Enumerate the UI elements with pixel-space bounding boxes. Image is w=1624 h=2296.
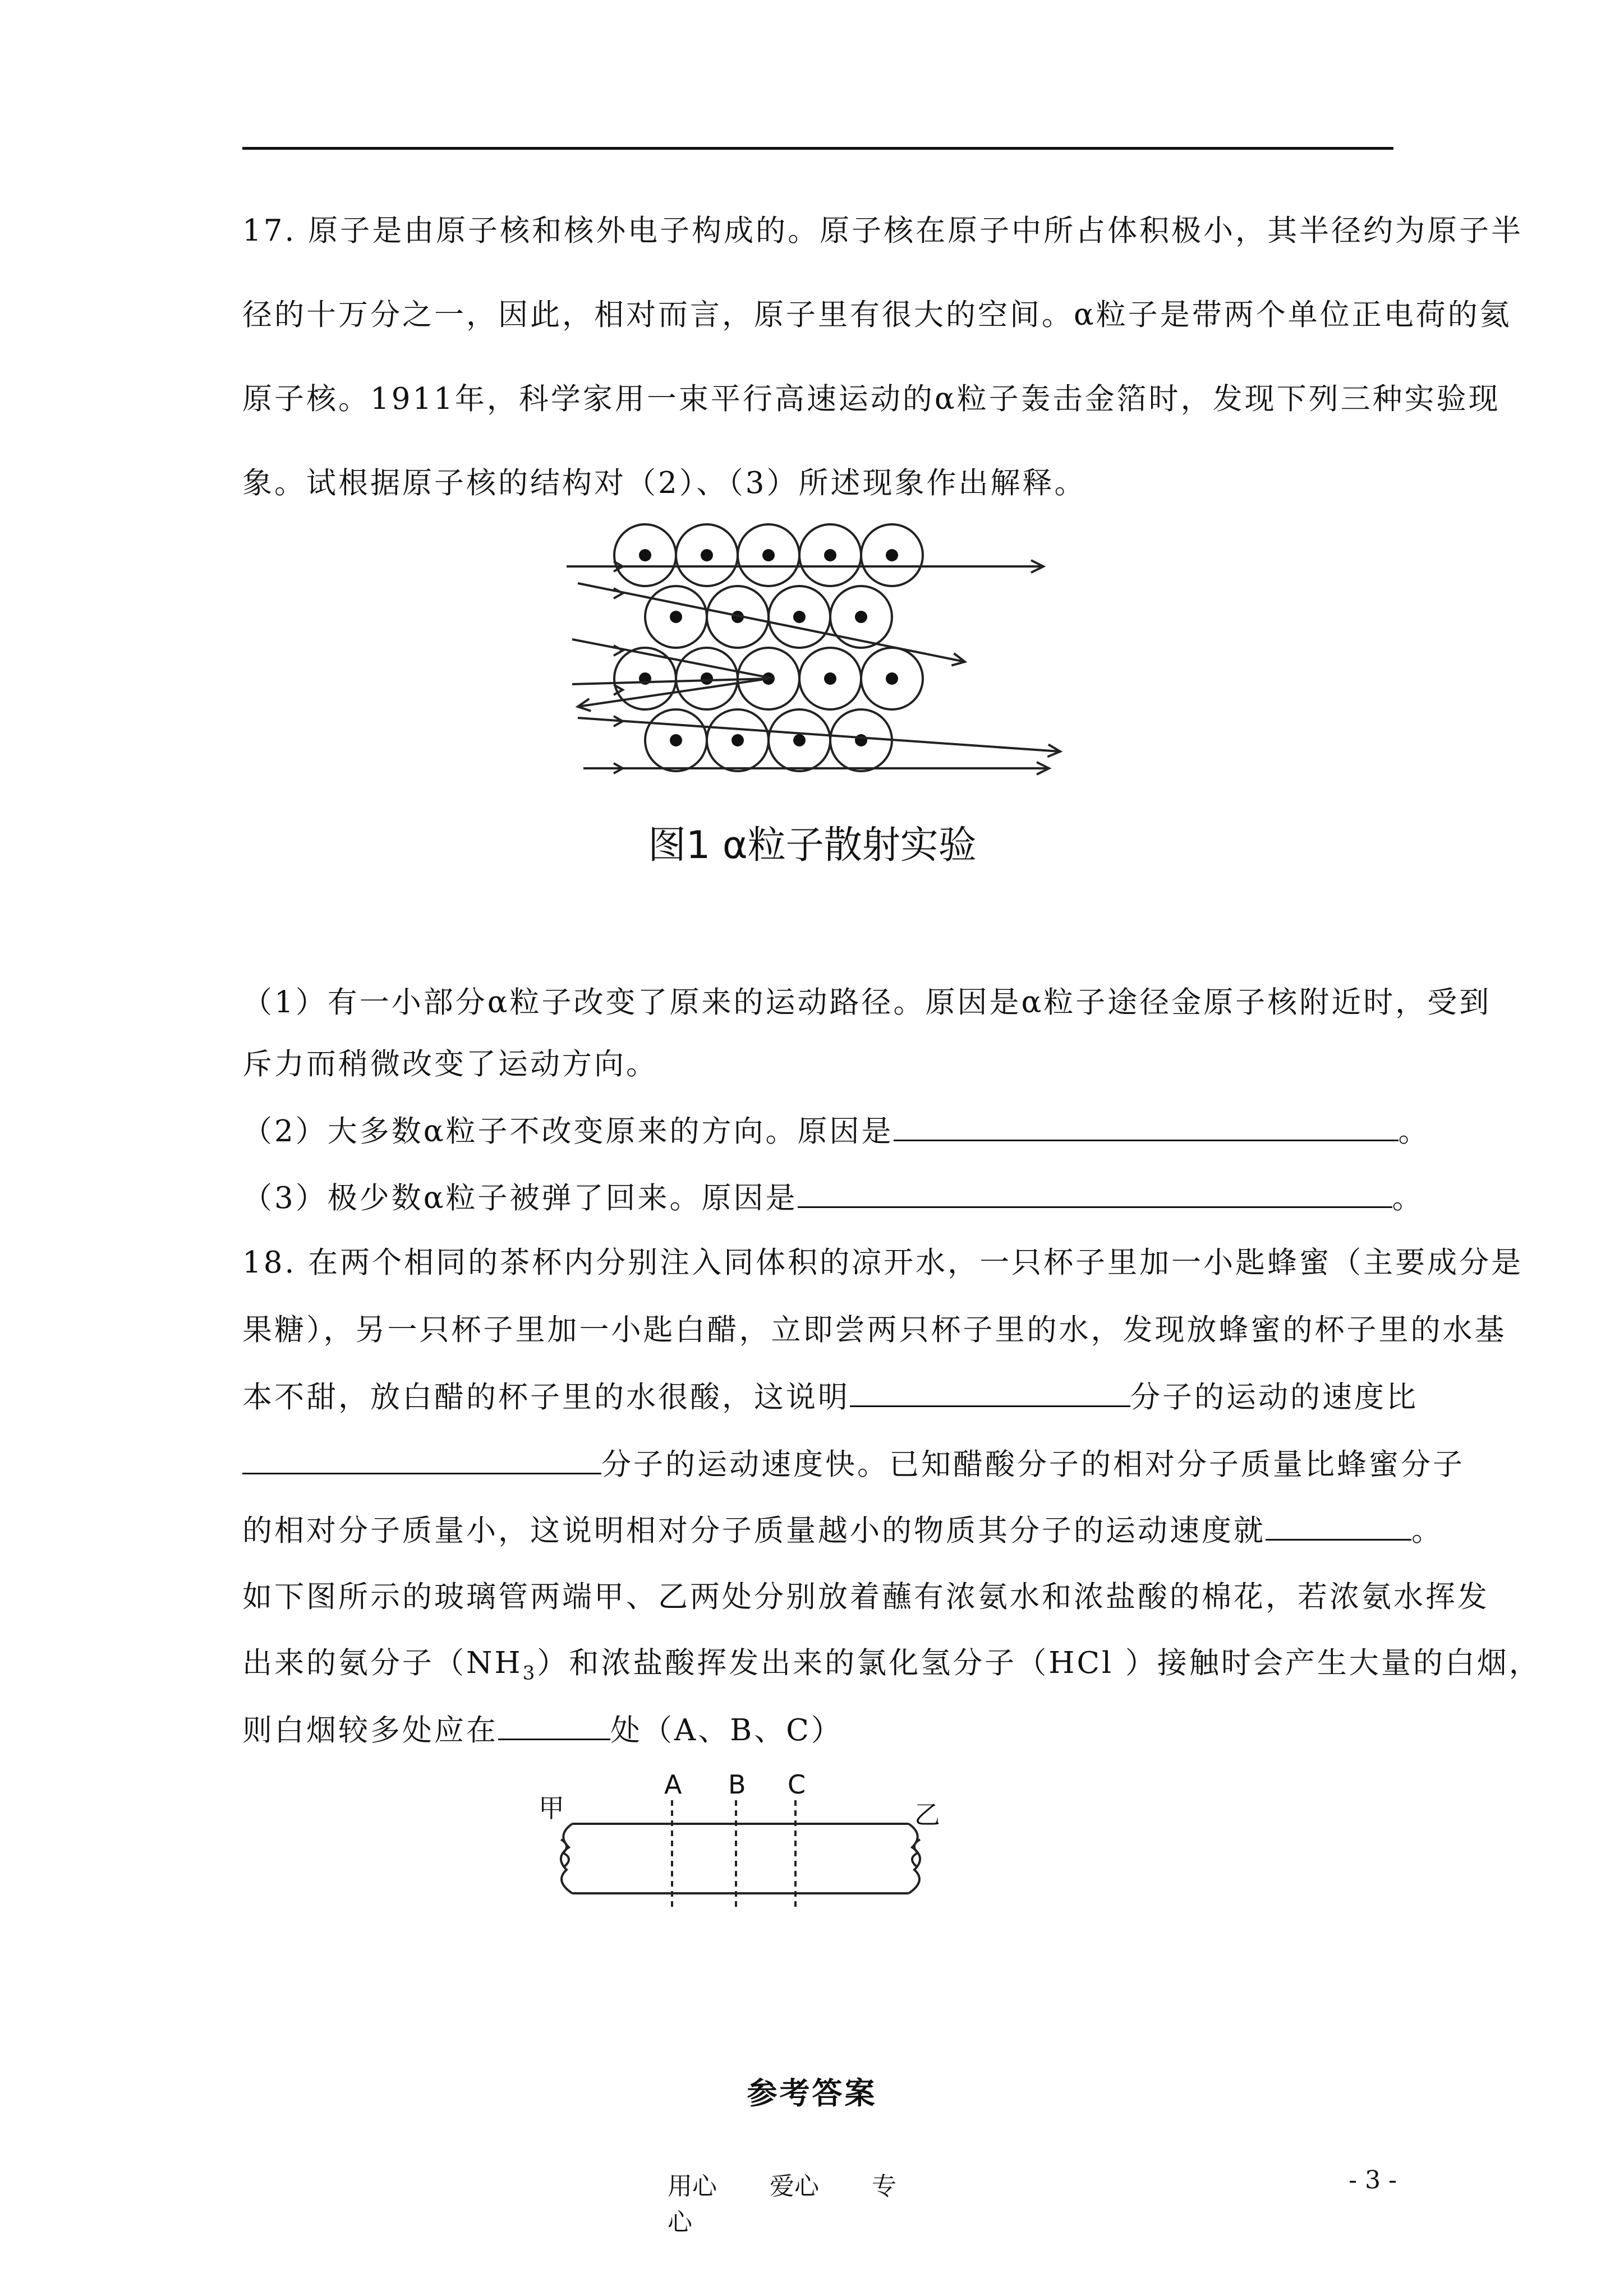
q17-line-1: 17. 原子是由原子核和核外电子构成的。原子核在原子中所占体积极小，其半径约为原子半: [242, 214, 1524, 248]
atomic-nucleus: [701, 672, 713, 685]
atomic-nucleus: [793, 734, 806, 746]
q17-sub2-blank[interactable]: [894, 1108, 1398, 1141]
q18-line-7-b: ）和浓盐酸挥发出来的氯化氢分子（HCl ）接触时会产生大量的白烟，: [537, 1646, 1541, 1680]
atomic-nucleus: [886, 549, 898, 561]
q18-line-7: [242, 1641, 1541, 1696]
q17-sub1-line-1: （1）有一小部分α粒子改变了原来的运动路径。原因是α粒子途径金原子核附近时，受到: [242, 985, 1492, 1020]
q18-line-3-text: 本不甜，放白醋的杯子里的水很酸，这说明: [242, 1380, 850, 1414]
atomic-nucleus: [701, 549, 713, 561]
footer-item-1: 用心: [668, 2172, 717, 2201]
header-rule: [242, 147, 1393, 150]
q17-sub2-text: （2）大多数α粒子不改变原来的方向。原因是: [242, 1114, 894, 1149]
alpha-scattering-figure: [561, 499, 1099, 892]
q18-line-7-sub: 3: [522, 1662, 537, 1685]
arrow-marker: [614, 588, 623, 598]
arrow-marker: [614, 685, 623, 695]
alpha-particle-path: [578, 718, 1060, 751]
q17-sub1-line-2: 斥力而稍微改变了运动方向。: [242, 1047, 658, 1081]
q17-sub3-text: （3）极少数α粒子被弹了回来。原因是: [242, 1181, 798, 1215]
atomic-nucleus: [670, 611, 682, 623]
label-c: C: [788, 1769, 806, 1800]
q17-sub2: [242, 1108, 1430, 1154]
atomic-nucleus: [732, 734, 744, 746]
q18-line-4-text: 分子的运动速度快。已知醋酸分子的相对分子质量比蜂蜜分子: [601, 1447, 1465, 1482]
q18-line-4: [242, 1441, 1465, 1487]
footer-item-3: 专心: [668, 2172, 896, 2237]
q18-blank-2[interactable]: [242, 1441, 601, 1474]
q18-line-8: [242, 1707, 843, 1753]
arrow-marker: [614, 646, 623, 656]
label-a: A: [664, 1769, 682, 1800]
atomic-nucleus: [855, 611, 867, 623]
left-cotton: [561, 1824, 572, 1893]
atomic-nucleus: [824, 672, 836, 685]
q18-blank-3[interactable]: [1266, 1507, 1411, 1541]
q17-line-4: 象。试根据原子核的结构对（2）、（3）所述现象作出解释。: [242, 466, 1087, 500]
q18-blank-4[interactable]: [498, 1707, 610, 1740]
atomic-nucleus: [762, 549, 775, 561]
q18-line-5: [242, 1507, 1443, 1553]
q18-line-5-end: 。: [1411, 1514, 1443, 1548]
right-cotton: [909, 1824, 920, 1893]
q18-line-1: 18. 在两个相同的茶杯内分别注入同体积的凉开水，一只杯子里加一小匙蜂蜜（主要成分是: [242, 1246, 1524, 1280]
q17-sub3: [242, 1175, 1424, 1221]
atomic-nucleus: [824, 549, 836, 561]
q18-line-3: [242, 1374, 1418, 1420]
atomic-nucleus: [639, 549, 651, 561]
q17-line-2: 径的十万分之一，因此，相对而言，原子里有很大的空间。α粒子是带两个单位正电荷的氦: [242, 298, 1512, 332]
footer-item-2: 爱心: [770, 2172, 819, 2201]
q18-line-2: 果糖），另一只杯子里加一小匙白醋，立即尝两只杯子里的水，发现放蜂蜜的杯子里的水基: [242, 1313, 1507, 1347]
label-yi: 乙: [914, 1800, 940, 1830]
figure-caption: 图1 α粒子散射实验: [648, 823, 977, 868]
q17-sub3-blank[interactable]: [798, 1175, 1392, 1208]
atomic-nucleus: [886, 672, 898, 685]
q18-blank-1[interactable]: [850, 1374, 1130, 1407]
atomic-nucleus: [670, 734, 682, 746]
label-jia: 甲: [539, 1793, 564, 1823]
q17-sub2-end: 。: [1398, 1114, 1430, 1149]
glass-tube-figure: [527, 1761, 954, 1929]
q17-sub3-end: 。: [1392, 1181, 1424, 1215]
label-b: B: [728, 1769, 746, 1800]
q17-line-3: 原子核。1911年，科学家用一束平行高速运动的α粒子轰击金箔时，发现下列三种实验现: [242, 382, 1501, 416]
q18-line-6: 如下图所示的玻璃管两端甲、乙两处分别放着蘸有浓氨水和浓盐酸的棉花，若浓氨水挥发: [242, 1580, 1489, 1614]
q18-line-7-a: 出来的氨分子（NH: [242, 1646, 523, 1680]
atomic-nucleus: [793, 611, 806, 623]
page-number: - 3 -: [1349, 2166, 1397, 2194]
atomic-nucleus: [855, 734, 867, 746]
q18-line-8-text: 则白烟较多处应在: [242, 1713, 498, 1748]
q18-line-3-end: 分子的运动的速度比: [1130, 1380, 1418, 1414]
q18-line-5-text: 的相对分子质量小，这说明相对分子质量越小的物质其分子的运动速度就: [242, 1514, 1266, 1548]
footer-motto: [668, 2166, 948, 2238]
alpha-particle-path: [572, 679, 769, 707]
q18-line-8-end: 处（A、B、C）: [610, 1713, 843, 1748]
answer-title: 参考答案: [747, 2075, 877, 2111]
